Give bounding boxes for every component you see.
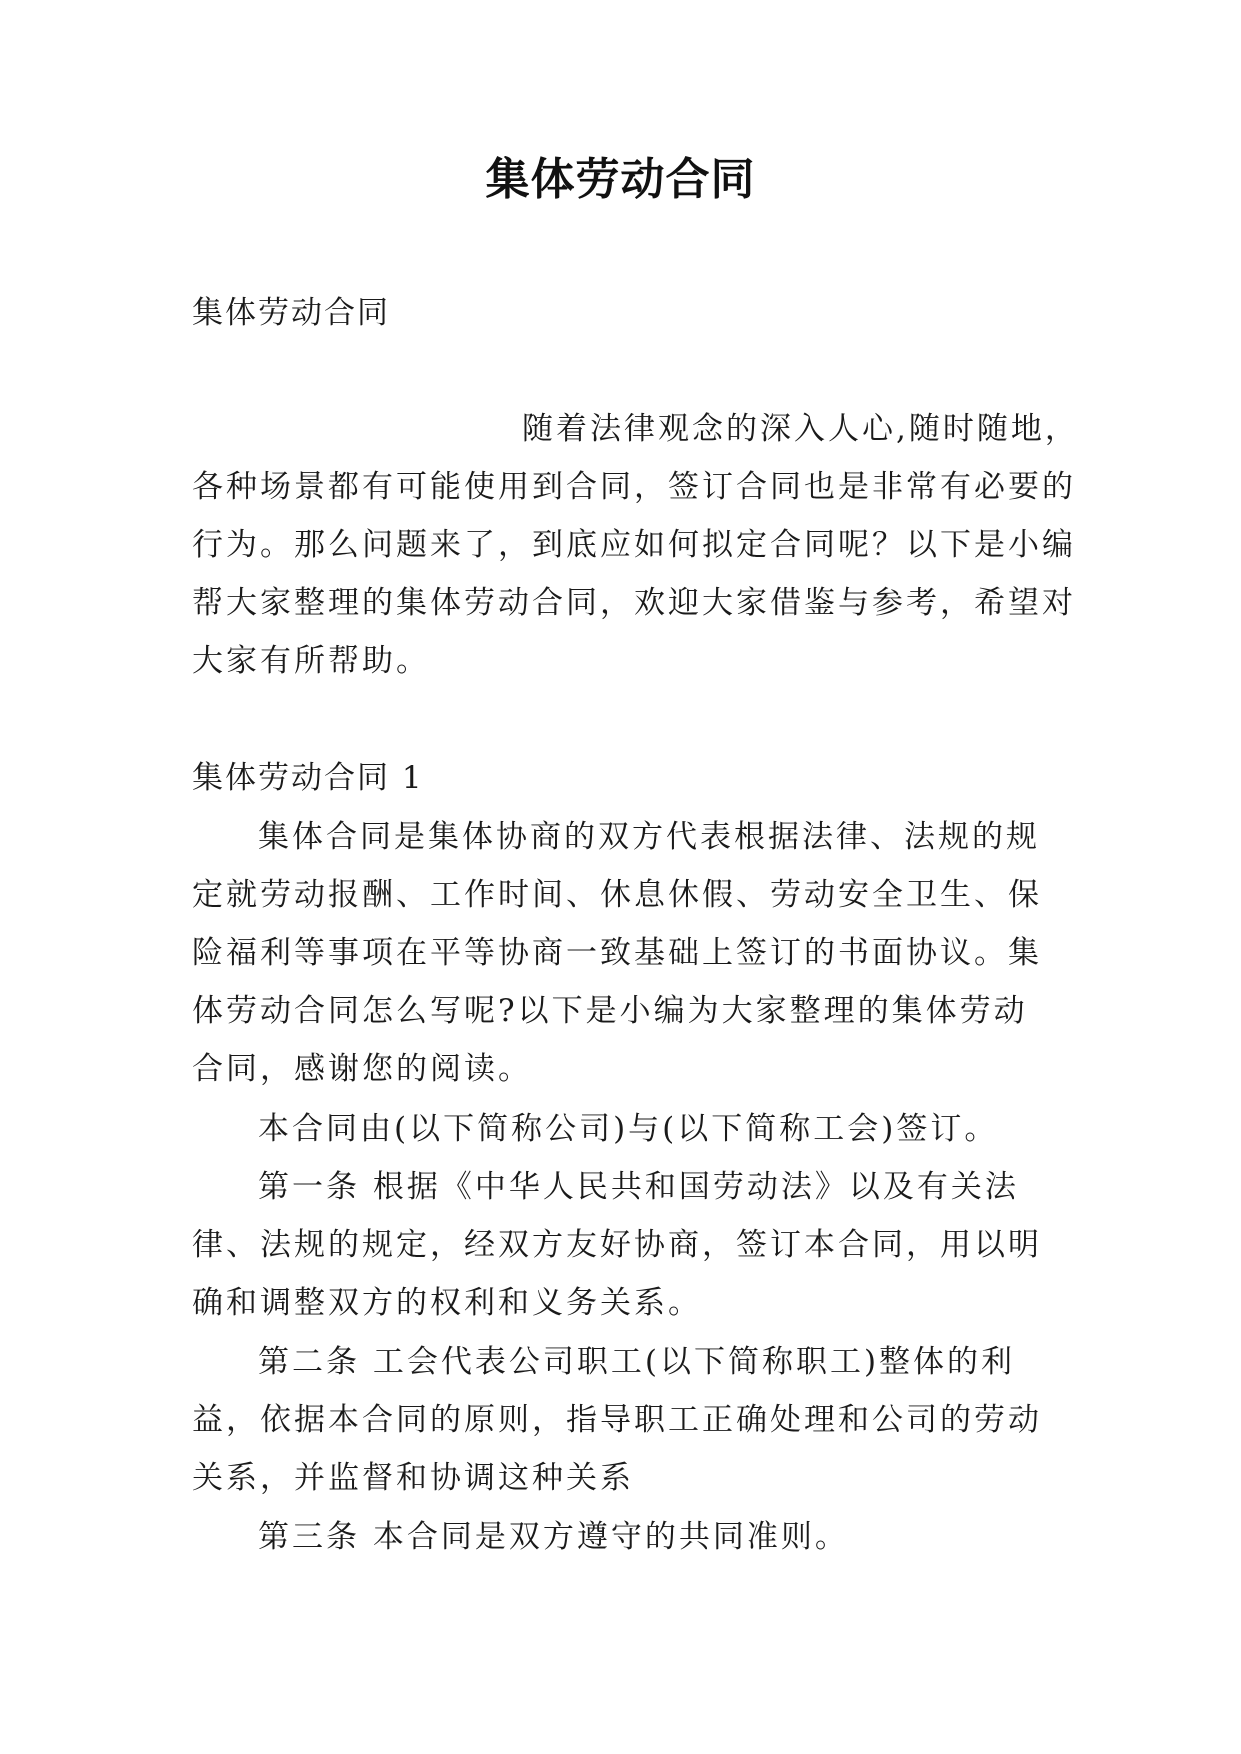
- intro-line: 随着法律观念的深入人心,随时随地，: [522, 411, 1079, 447]
- document-subtitle: 集体劳动合同: [192, 295, 390, 331]
- intro-line: 帮大家整理的集体劳动合同，欢迎大家借鉴与参考，希望对: [192, 585, 1076, 621]
- intro-line: 各种场景都有可能使用到合同，签订合同也是非常有必要的: [192, 469, 1076, 505]
- body-paragraph: 本合同由(以下简称公司)与(以下简称工会)签订。: [258, 1111, 999, 1147]
- intro-paragraph: [192, 400, 1079, 690]
- article-1-paragraph: 第一条 根据《中华人民共和国劳动法》以及有关法律、法规的规定，经双方友好协商，签订本合同，用以明确和调整双方的权利和义务关系。: [192, 1169, 1042, 1321]
- article-3-paragraph: 第三条 本合同是双方遵守的共同准则。: [258, 1519, 849, 1555]
- article-2-paragraph: 第二条 工会代表公司职工(以下简称职工)整体的利益，依据本合同的原则，指导职工正确处理和公司的劳动关系，并监督和协调这种关系: [192, 1344, 1042, 1496]
- intro-line: 大家有所帮助。: [192, 643, 430, 679]
- document-title: 集体劳动合同: [485, 154, 756, 205]
- body-paragraph: 集体合同是集体协商的双方代表根据法律、法规的规定就劳动报酬、工作时间、休息休假、劳动安全卫生、保险福利等事项在平等协商一致基础上签订的书面协议。集体劳动合同怎么写呢?以下是小编为大家整理的集体劳动合同，感谢您的阅读。: [192, 819, 1042, 1087]
- section-heading: 集体劳动合同 1: [192, 760, 424, 796]
- intro-line: 行为。那么问题来了，到底应如何拟定合同呢？以下是小编: [192, 527, 1076, 563]
